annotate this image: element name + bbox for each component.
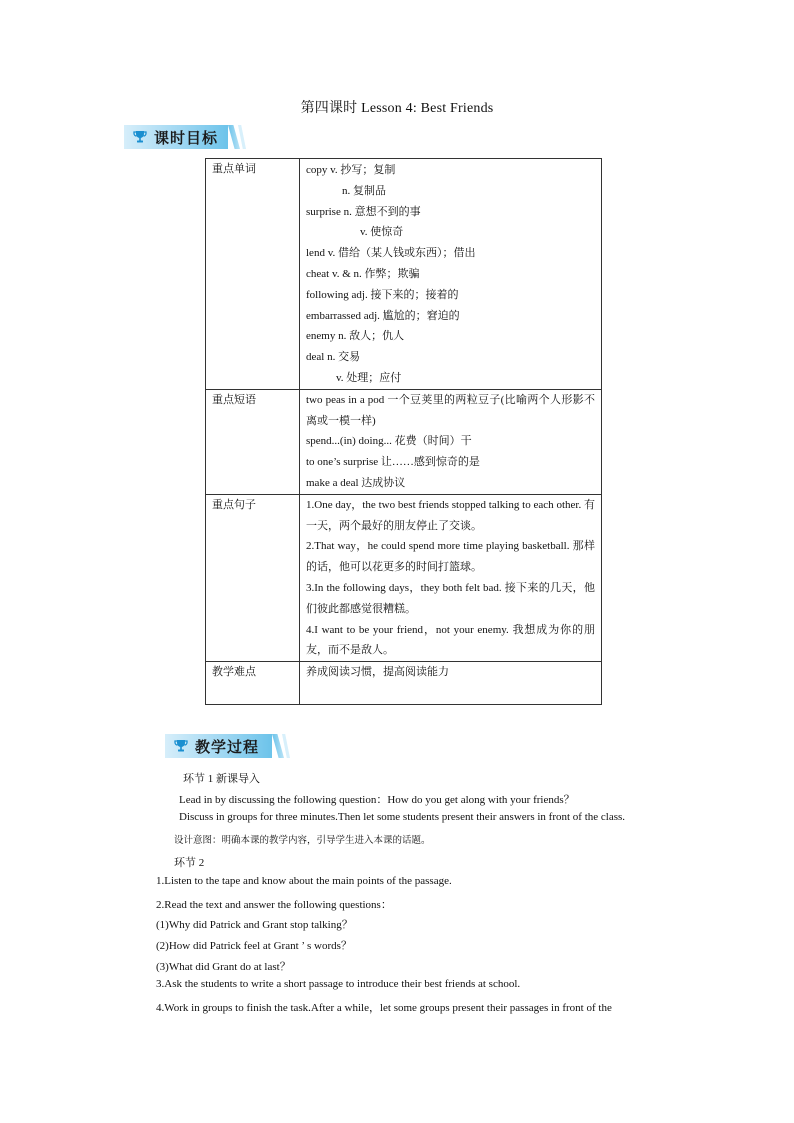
trophy-icon xyxy=(132,129,148,145)
step1-line2: Discuss in groups for three minutes.Then let some students present their answers in front of the class. xyxy=(179,811,626,823)
design-note: 设计意图：明确本课的教学内容，引导学生进入本课的话题。 xyxy=(174,835,431,846)
list-item: 4.Work in groups to finish the task.After a while，let some groups present their passages in front of the xyxy=(156,1002,612,1014)
list-item: 2.Read the text and answer the following questions： xyxy=(156,899,392,911)
phrases-label: 重点短语 xyxy=(206,389,300,494)
table-row xyxy=(206,159,602,390)
page-title: 第四课时 Lesson 4: Best Friends xyxy=(300,101,494,116)
step2-title: 环节 2 xyxy=(174,857,205,869)
goals-table xyxy=(205,158,602,705)
vocab-cell: copy v. 抄写；复制 n. 复制品 surprise n. 意想不到的事 v. 使惊奇 lend v. 借给（某人钱或东西）；借出 cheat v. & n. 作弊；欺骗 following adj. 接下来的；接着的 embarrassed adj. 尴尬的；窘迫的 enemy n. 敌人；仇人 deal n. 交易 v. 处理；应付 xyxy=(300,159,602,390)
list-item: 1.Listen to the tape and know about the main points of the passage. xyxy=(156,875,452,887)
goals-banner xyxy=(124,125,228,149)
step1-title: 环节 1 新课导入 xyxy=(183,773,260,785)
goals-banner-label: 课时目标 xyxy=(154,129,219,147)
difficulty-label: 教学难点 xyxy=(206,662,300,705)
table-row xyxy=(206,494,602,661)
difficulty-cell: 养成阅读习惯，提高阅读能力 xyxy=(300,662,602,705)
step1-line1: Lead in by discussing the following question：How do you get along with your friends？ xyxy=(179,794,575,806)
list-item: (3)What did Grant do at last？ xyxy=(156,961,291,973)
sentences-cell: 1.One day，the two best friends stopped talking to each other. 有一天，两个最好的朋友停止了交谈。 2.That way，he could spend more time playing basketball. 那样的话，他可以花更多的时间打篮球。 3.In the following days，they both felt bad. 接下来的几天，他们彼此都感觉很糟糕。 4.I want to be your friend，not your enemy. 我想成为你的朋友，而不是敌人。 xyxy=(300,494,602,661)
list-item: (1)Why did Patrick and Grant stop talking？ xyxy=(156,919,353,931)
table-row xyxy=(206,389,602,494)
list-item: (2)How did Patrick feel at Grant ’ s words？ xyxy=(156,940,352,952)
list-item: 3.Ask the students to write a short passage to introduce their best friends at school. xyxy=(156,978,521,990)
trophy-icon xyxy=(173,738,189,754)
sentences-label: 重点句子 xyxy=(206,494,300,661)
process-banner-label: 教学过程 xyxy=(195,738,260,756)
table-row xyxy=(206,662,602,705)
process-banner xyxy=(165,734,272,758)
vocab-label: 重点单词 xyxy=(206,159,300,390)
phrases-cell: two peas in a pod 一个豆荚里的两粒豆子(比喻两个人形影不离或一模一样) spend...(in) doing... 花费（时间）干 to one’s surprise 让……感到惊奇的是 make a deal 达成协议 xyxy=(300,389,602,494)
